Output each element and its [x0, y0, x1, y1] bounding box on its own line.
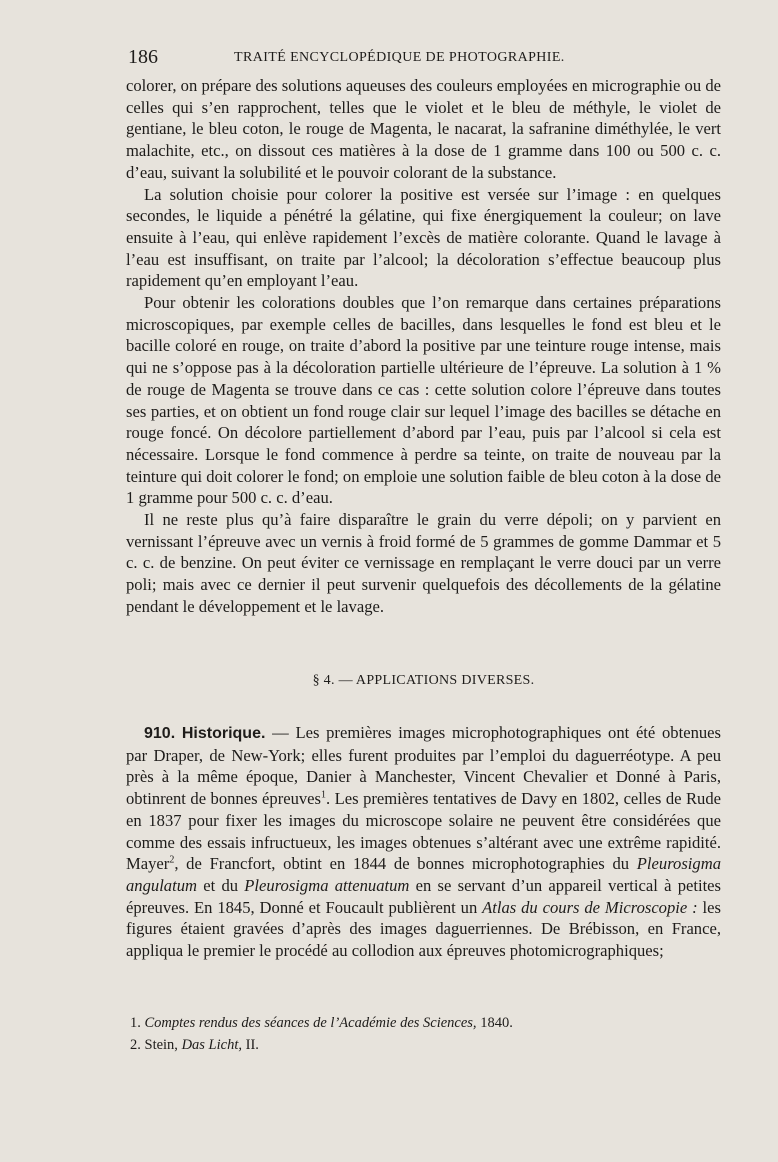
- footnote-ref: 2: [169, 854, 175, 866]
- running-title: TRAITÉ ENCYCLOPÉDIQUE DE PHOTOGRAPHIE.: [234, 50, 565, 65]
- footnote-number: 2.: [130, 1037, 141, 1053]
- footnote: [126, 1034, 721, 1056]
- paragraph: Il ne reste plus qu’à faire disparaître le grain du verre dépoli; on y parvient en vernissant l’épreuve avec un vernis à froid formé de 5 grammes de gomme Dammar et 5 c. c. de benzine. On peut éviter ce vernissage en remplaçant le verre douci par un verre poli; mais avec ce dernier il peut survenir quelquefois des décollements de la gélatine pendant le développement et le lavage.: [126, 510, 721, 616]
- article-text: . Les premières tentatives de Davy en 1802, celles de Rude en 1837 pour fixer les images du microscope solaire ne peuvent être considérées que comme des essais infructueux, les images obtenues s’altérant avec une extrême rapidité. Mayer: [126, 789, 721, 874]
- footnote-number: 1.: [130, 1015, 141, 1031]
- paragraph-continued: colorer, on prépare des solutions aqueuses des couleurs employées en micrographie ou de celles qui s’en rapprochent, telles que le violet et le bleu de méthyle, le violet de gentiane, le bleu coton, le rouge de Magenta, le nacarat, la safranine diméthylée, le vert malachite, etc., on dissout ces matières à la dose de 1 gramme dans 100 ou 500 c. c. d’eau, suivant la solubilité et le pouvoir colorant de la substance.: [126, 76, 721, 182]
- species-name: Pleurosigma angulatum: [126, 854, 721, 895]
- footnote-source: Comptes rendus des séances de l’Académie des Sciences,: [144, 1015, 477, 1031]
- article-text: les figures étaient gravées d’après des images daguerriennes. De Brébisson, en France, appliqua le premier le procédé au collodion aux épreuves photomicrographiques;: [126, 897, 721, 961]
- species-name: Pleurosigma attenuatum: [244, 875, 410, 895]
- article-text: en se servant d’un appareil vertical à petites épreuves. En 1845, Donné et Foucault publièrent un: [126, 875, 722, 917]
- article-dash: —: [265, 723, 296, 742]
- running-head: [128, 46, 718, 72]
- footnote: [126, 1012, 721, 1034]
- article-historique: [126, 722, 721, 962]
- article-paragraph: [126, 722, 721, 962]
- footnotes: [126, 1012, 721, 1056]
- paragraph: Pour obtenir les colorations doubles que l’on remarque dans certaines préparations microscopiques, par exemple celles de bacilles, dans lesquelles le fond est bleu et le bacille coloré en rouge, on traite d’abord la positive par une teinture rouge intense, mais qui ne s’oppose pas à la décoloration partielle ultérieure de l’épreuve. La solution à 1 % de rouge de Magenta se trouve dans ce cas : cette solution colore l’épreuve dans toutes ses parties, et on obtient un fond rouge clair sur lequel l’image des bacilles se détache en rouge foncé. On décolore partiellement d’abord par l’eau, puis par l’alcool si cela est nécessaire. Lorsque le fond commence à perdre sa teinte, on traite de nouveau par la teinture qui doit colorer le fond; on emploie une solution faible de bleu coton à la dose de 1 gramme pour 500 c. c. d’eau.: [126, 293, 721, 508]
- paragraph: La solution choisie pour colorer la positive est versée sur l’image : en quelques secondes, le liquide a pénétré la gélatine, qui fixe énergiquement la couleur; on lave ensuite à l’eau, qui enlève rapidement l’excès de matière colorante. Quand le lavage à l’eau est insuffisant, on traite par l’alcool; la décoloration s’effectue beaucoup plus rapidement qu’en employant l’eau.: [126, 184, 721, 291]
- article-title: Historique.: [181, 725, 266, 742]
- footnote-text: II.: [241, 1037, 259, 1053]
- article-text: Les premières images microphotographiques ont été obtenues par Draper, de New-York; elles furent produites par l’emploi du daguerréotype. A peu près à la même époque, Danier à Manchester, Vincent Chevalier et Donné à Paris, obtinrent de bonnes épreuves: [126, 723, 721, 809]
- section-heading: § 4. — APPLICATIONS DIVERSES.: [312, 673, 535, 688]
- page-number: 186: [128, 46, 158, 68]
- footnote-author: Stein,: [144, 1037, 182, 1053]
- footnote-source: Das Licht,: [181, 1037, 242, 1053]
- article-text: et du: [197, 875, 245, 895]
- article-number: 910.: [144, 725, 176, 742]
- body-text: [126, 75, 721, 618]
- footnote-text: 1840.: [476, 1015, 513, 1031]
- book-title: Atlas du cours de Microscopie :: [482, 897, 698, 917]
- footnote-ref: 1: [321, 789, 326, 801]
- article-text: , de Francfort, obtint en 1844 de bonnes microphotographies du: [174, 854, 637, 874]
